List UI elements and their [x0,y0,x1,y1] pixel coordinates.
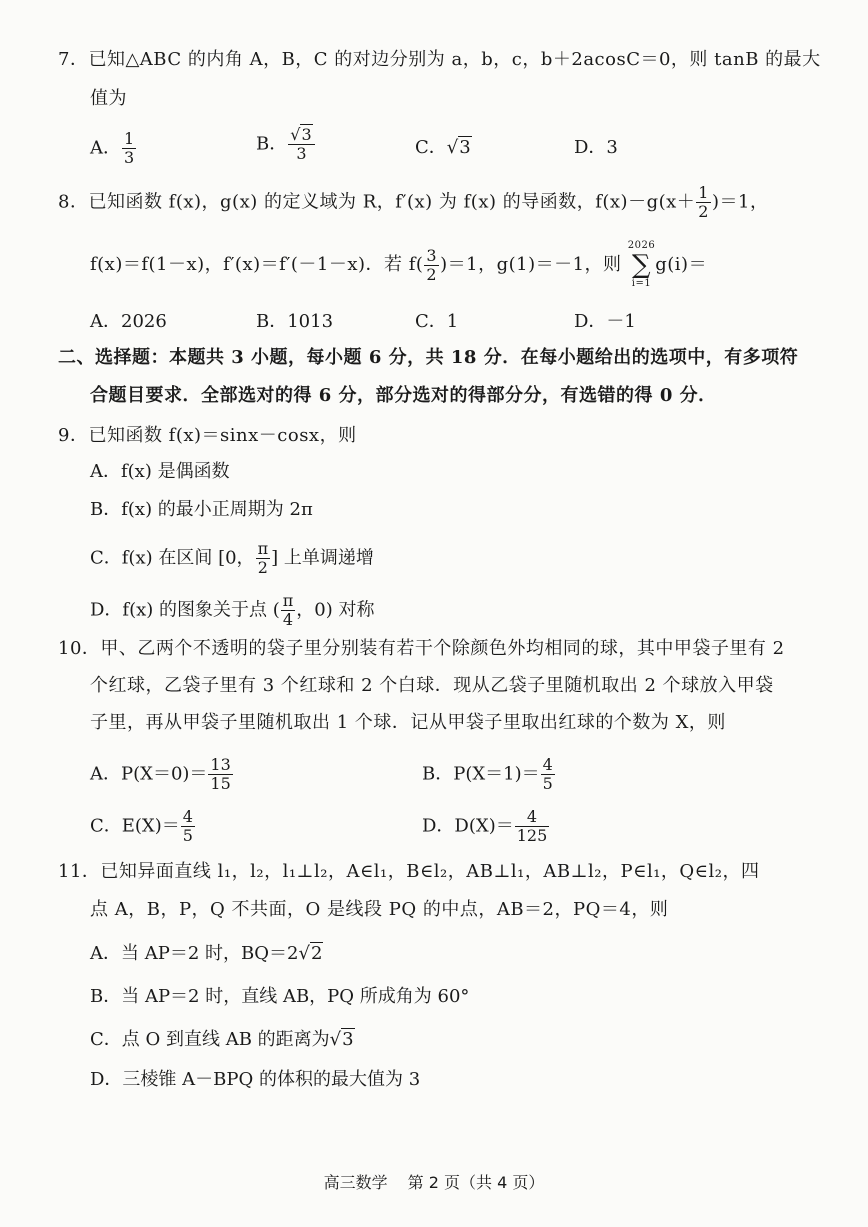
fraction: $\frac{4}{5}$ [542,755,553,793]
q10-option-a: A．P(X＝0)＝ $\frac{13}{15}$ [90,755,231,793]
footer-subject: 高三数学 [323,1173,388,1192]
q9-stem: 9．已知函数 f(x)＝sinx－cosx，则 [58,425,357,446]
q7-option-b: B． $\frac{√3}{3}$ [256,126,316,163]
section2-instructions-line2: 合题目要求．全部选对的得 6 分，部分选对的得部分分，有选错的得 0 分． [90,385,717,406]
q7-stem-line2: 值为 [90,88,127,109]
page-footer [0,1170,868,1193]
fraction: $\frac{4}{5}$ [182,807,193,845]
q11-stem-line1: 11．已知异面直线 l₁，l₂，l₁⊥l₂，A∈l₁，B∈l₂，AB⊥l₁，AB⊥l₂，P∈l₁，Q∈l₂，四 [58,861,760,882]
q10-stem-line3: 子里，再从甲袋子里随机取出 1 个球．记从甲袋子里取出红球的个数为 X，则 [90,712,726,733]
q10-option-b: B．P(X＝1)＝ $\frac{4}{5}$ [422,755,553,793]
q10-stem-line2: 个红球，乙袋子里有 3 个红球和 2 个白球．现从乙袋子里随机取出 2 个球放入甲袋 [90,675,774,696]
q9-option-c: C．f(x) 在区间 [0， $\frac{\pi}{2}$ ] 上单调递增 [90,539,374,577]
fraction: $\frac{4}{125}$ [516,807,548,845]
q8-option-b: B．1013 [256,311,334,332]
q7-option-c: C．√3 [415,137,471,158]
q9-option-b: B．f(x) 的最小正周期为 2π [90,499,313,520]
q11-stem-line2: 点 A，B，P，Q 不共面，O 是线段 PQ 的中点，AB＝2，PQ＝4，则 [90,899,669,920]
q10-option-d: D．D(X)＝ $\frac{4}{125}$ [422,807,548,845]
q8-option-a: A．2026 [90,311,167,332]
fraction: $\frac{\pi}{4}$ [282,591,294,629]
q10-stem-line1: 10．甲、乙两个不透明的袋子里分别装有若干个除颜色外均相同的球，其中甲袋子里有 2 [58,638,785,659]
q11-option-a: A．当 AP＝2 时，BQ＝2√2 [90,943,323,964]
q11-option-b: B．当 AP＝2 时，直线 AB，PQ 所成角为 60° [90,986,470,1007]
summation: 2026 ∑ i=1 [627,240,656,289]
section2-instructions-line1: 二、选择题：本题共 3 小题，每小题 6 分，共 18 分．在每小题给出的选项中，有多项符 [58,347,799,368]
q7-option-d: D．3 [574,137,618,158]
fraction: $\frac{1}{3}$ [124,129,135,167]
q8-option-c: C．1 [415,311,459,332]
q8-option-d: D．－1 [574,311,636,332]
q11-option-d: D．三棱锥 A－BPQ 的体积的最大值为 3 [90,1069,421,1090]
q7-option-a: A． $\frac{1}{3}$ [90,129,135,167]
fraction: $\frac{13}{15}$ [210,755,231,793]
q10-option-c: C．E(X)＝ $\frac{4}{5}$ [90,807,193,845]
fraction: $\frac{√3}{3}$ [288,126,314,163]
fraction: $\frac{\pi}{2}$ [257,539,269,577]
fraction: $\frac{3}{2}$ [426,245,438,284]
q9-option-d: D．f(x) 的图象关于点 ( $\frac{\pi}{4}$ ，0) 对称 [90,591,375,629]
q8-stem-line1: 8．已知函数 f(x)，g(x) 的定义域为 R，f′(x) 为 f(x) 的导函数，f(x)－g(x＋ $\frac{1}{2}$ )＝1， [58,183,769,221]
fraction: $\frac{1}{2}$ [698,183,709,221]
q11-option-c: C．点 O 到直线 AB 的距离为√3 [90,1029,354,1050]
q7-stem-line1: 7．已知△ABC 的内角 A，B，C 的对边分别为 a，b，c，b＋2acosC＝0，则 tanB 的最大 [58,49,821,70]
footer-page-number: 第 2 页（共 4 页） [407,1173,545,1192]
q9-option-a: A．f(x) 是偶函数 [90,461,230,482]
q8-stem-line2: f(x)＝f(1－x)，f′(x)＝f′(－1－x)．若 f( $\frac{3}{2}$ )＝1，g(1)＝－1，则 2026 ∑ i=1 g(i)＝ [90,240,708,289]
